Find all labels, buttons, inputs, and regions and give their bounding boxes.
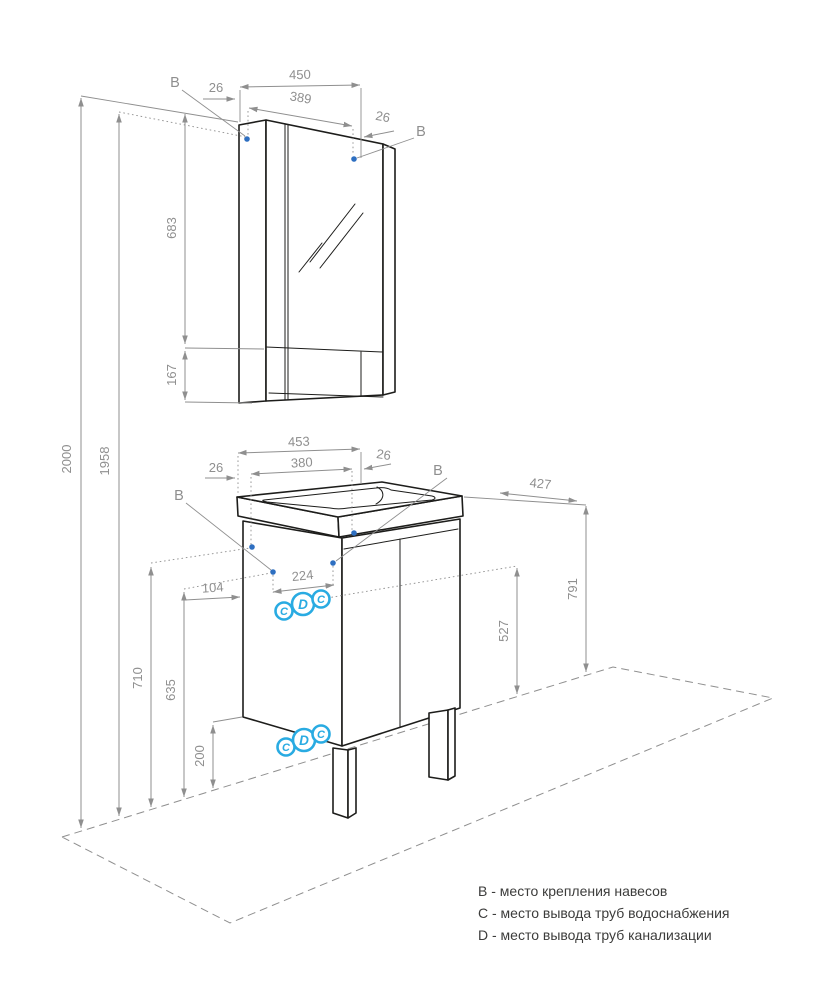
dim-label-vanity-span: 380 bbox=[290, 454, 313, 471]
legend bbox=[478, 883, 729, 943]
dim-label-pipe-height: 527 bbox=[496, 620, 511, 642]
dim-basin-height bbox=[565, 506, 586, 672]
drain-pipe-letter: D bbox=[299, 733, 309, 748]
dim-label-height-mirror-mount: 1958 bbox=[97, 446, 112, 476]
dim-label-mirror-span: 389 bbox=[288, 88, 313, 107]
drain-pipe-letter: D bbox=[298, 597, 308, 612]
dim-label-height-total: 2000 bbox=[59, 444, 74, 474]
legend-line-mount: B - место крепления навесов bbox=[478, 883, 668, 899]
dim-label-basin-height: 791 bbox=[565, 578, 580, 600]
mount-point-vanity-upper-left bbox=[249, 544, 255, 550]
dim-basin-depth bbox=[464, 475, 586, 505]
dim-label-mirror-width: 450 bbox=[288, 66, 311, 83]
dim-label-mirror-shelf-height: 167 bbox=[164, 364, 179, 386]
dim-label-vanity-offset-left: 26 bbox=[208, 460, 224, 475]
mount-point-vanity-upper-right bbox=[351, 530, 357, 536]
water-pipe-letter: C bbox=[282, 742, 290, 754]
dim-label-vanity-mount-height-upper: 710 bbox=[130, 667, 145, 689]
dim-mirror-offset-left bbox=[203, 80, 235, 99]
legend-line-water: C - место вывода труб водоснабжения bbox=[478, 905, 730, 921]
dim-mirror-offset-right bbox=[364, 108, 394, 137]
mount-label-vanity-right: B bbox=[433, 463, 443, 479]
dim-label-vanity-width: 453 bbox=[287, 433, 310, 450]
dim-vanity-bottom-height bbox=[192, 717, 242, 788]
vanity-drawing bbox=[237, 482, 463, 818]
dim-vanity-offset-right bbox=[364, 446, 392, 469]
water-pipe-letter: C bbox=[317, 729, 325, 741]
mirror-cabinet-drawing bbox=[239, 120, 395, 403]
mount-point-vanity-lower-left bbox=[270, 569, 276, 575]
dim-label-mirror-offset-right: 26 bbox=[374, 107, 392, 126]
water-pipe-letter: C bbox=[317, 594, 325, 606]
dim-label-vanity-bottom-height: 200 bbox=[192, 745, 207, 767]
dim-label-mirror-door-height: 683 bbox=[164, 217, 179, 239]
dim-label-vanity-side-offset: 104 bbox=[201, 579, 225, 596]
dim-vanity-side-offset bbox=[185, 579, 240, 600]
mount-point-mirror-right bbox=[351, 156, 357, 162]
dim-vanity-offset-left bbox=[205, 460, 235, 478]
legend-line-drain: D - место вывода труб канализации bbox=[478, 927, 712, 943]
mount-label-vanity-left: B bbox=[174, 488, 184, 504]
dim-label-basin-depth: 427 bbox=[528, 474, 553, 493]
dim-label-vanity-mount-span: 224 bbox=[290, 566, 315, 585]
mount-point-vanity-lower-right bbox=[330, 560, 336, 566]
dim-label-mirror-offset-left: 26 bbox=[208, 80, 224, 95]
water-pipe-letter: C bbox=[280, 606, 288, 618]
mount-label-mirror-left: B bbox=[170, 75, 180, 91]
dim-label-vanity-mount-height: 635 bbox=[163, 679, 178, 701]
mount-label-mirror-right: B bbox=[416, 124, 426, 140]
dim-vanity-mount-height-upper bbox=[130, 548, 250, 807]
dim-label-vanity-offset-right: 26 bbox=[375, 446, 393, 464]
